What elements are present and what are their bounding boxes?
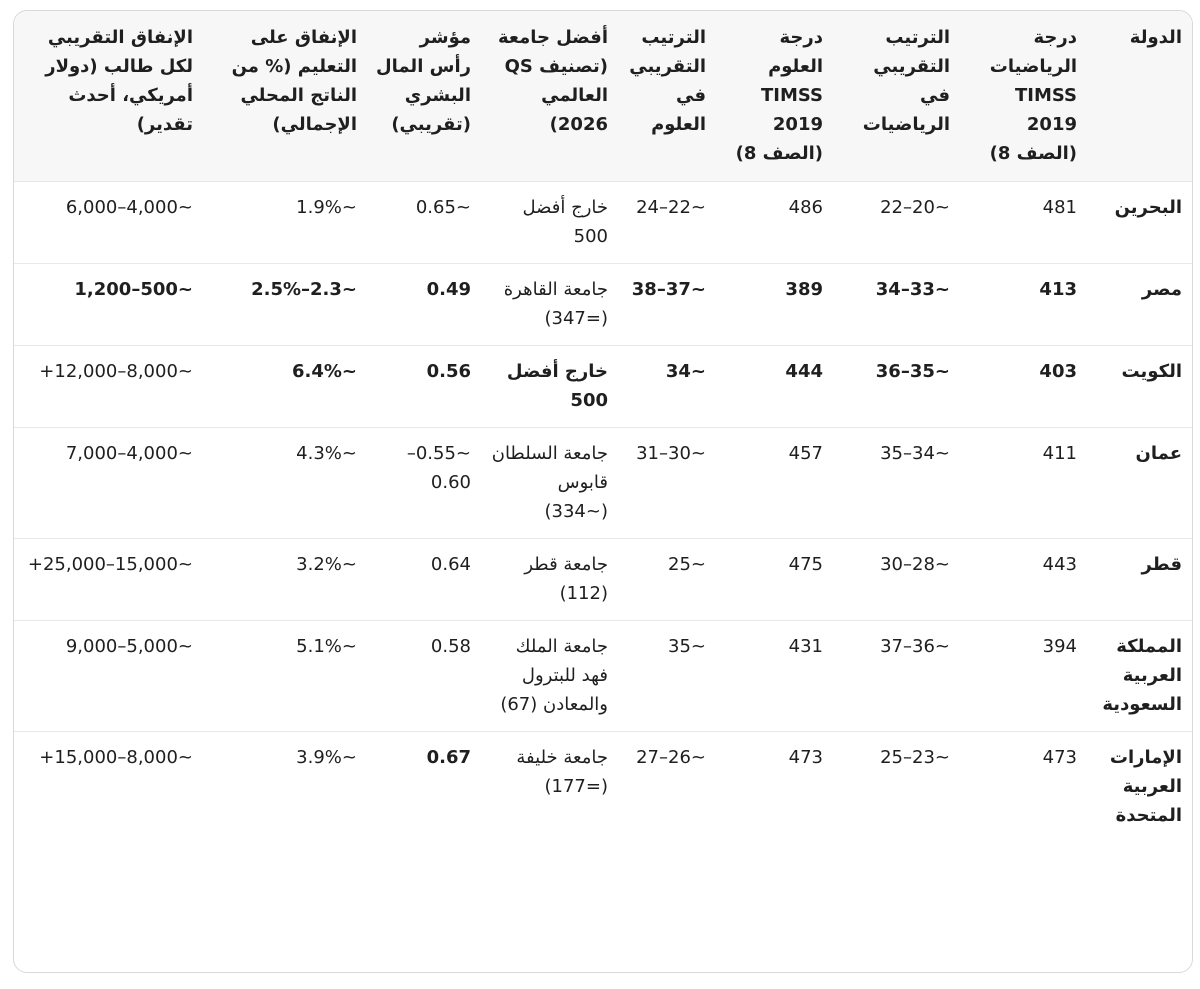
table-row xyxy=(14,264,1192,346)
cell-math-rank: ~23–25 xyxy=(833,732,960,843)
cell-science-rank: ~22–24 xyxy=(618,182,716,264)
cell-math-score: 394 xyxy=(960,621,1087,732)
header-edu-spending: الإنفاق على التعليم (% من الناتج المحلي الإجمالي) xyxy=(203,11,367,182)
cell-per-student: ~8,000–15,000+ xyxy=(14,732,203,843)
cell-hci: 0.64 xyxy=(367,539,481,621)
header-university: أفضل جامعة (تصنيف QS العالمي 2026) xyxy=(481,11,618,182)
cell-science-score: 486 xyxy=(716,182,833,264)
cell-country: قطر xyxy=(1087,539,1192,621)
cell-science-rank: ~35 xyxy=(618,621,716,732)
cell-per-student: ~5,000–9,000 xyxy=(14,621,203,732)
cell-science-rank: ~30–31 xyxy=(618,428,716,539)
cell-science-rank: ~34 xyxy=(618,346,716,428)
cell-edu-spending: ~6.4% xyxy=(203,346,367,428)
header-per-student: الإنفاق التقريبي لكل طالب (دولار أمريكي، أحدث تقدير) xyxy=(14,11,203,182)
cell-science-score: 475 xyxy=(716,539,833,621)
cell-edu-spending: ~1.9% xyxy=(203,182,367,264)
cell-university: جامعة السلطان قابوس (~334) xyxy=(481,428,618,539)
table-row xyxy=(14,732,1192,843)
header-country: الدولة xyxy=(1087,11,1192,182)
cell-math-rank: ~35–36 xyxy=(833,346,960,428)
cell-country: مصر xyxy=(1087,264,1192,346)
cell-science-rank: ~26–27 xyxy=(618,732,716,843)
table-header-row xyxy=(14,11,1192,182)
education-comparison-table xyxy=(14,11,1192,842)
cell-hci: ~0.65 xyxy=(367,182,481,264)
cell-country: عمان xyxy=(1087,428,1192,539)
table-row xyxy=(14,539,1192,621)
cell-science-rank: ~37–38 xyxy=(618,264,716,346)
cell-university: جامعة قطر (112) xyxy=(481,539,618,621)
cell-science-score: 473 xyxy=(716,732,833,843)
cell-edu-spending: ~2.3–2.5% xyxy=(203,264,367,346)
cell-science-score: 389 xyxy=(716,264,833,346)
cell-per-student: ~4,000–7,000 xyxy=(14,428,203,539)
cell-per-student: ~500–1,200 xyxy=(14,264,203,346)
cell-hci: ~0.55–0.60 xyxy=(367,428,481,539)
header-hci: مؤشر رأس المال البشري (تقريبي) xyxy=(367,11,481,182)
table-row xyxy=(14,346,1192,428)
cell-country: المملكة العربية السعودية xyxy=(1087,621,1192,732)
cell-science-score: 431 xyxy=(716,621,833,732)
cell-country: البحرين xyxy=(1087,182,1192,264)
cell-math-rank: ~34–35 xyxy=(833,428,960,539)
cell-country: الكويت xyxy=(1087,346,1192,428)
cell-university: جامعة خليفة (=177) xyxy=(481,732,618,843)
cell-per-student: ~4,000–6,000 xyxy=(14,182,203,264)
cell-math-rank: ~28–30 xyxy=(833,539,960,621)
cell-hci: 0.58 xyxy=(367,621,481,732)
header-science-score: درجة العلوم TIMSS 2019 (الصف 8) xyxy=(716,11,833,182)
cell-country: الإمارات العربية المتحدة xyxy=(1087,732,1192,843)
cell-math-score: 481 xyxy=(960,182,1087,264)
cell-edu-spending: ~5.1% xyxy=(203,621,367,732)
header-math-score: درجة الرياضيات TIMSS 2019 (الصف 8) xyxy=(960,11,1087,182)
cell-university: جامعة القاهرة (=347) xyxy=(481,264,618,346)
cell-edu-spending: ~4.3% xyxy=(203,428,367,539)
table-row xyxy=(14,621,1192,732)
cell-math-score: 411 xyxy=(960,428,1087,539)
cell-edu-spending: ~3.9% xyxy=(203,732,367,843)
table-row xyxy=(14,428,1192,539)
cell-math-score: 443 xyxy=(960,539,1087,621)
cell-edu-spending: ~3.2% xyxy=(203,539,367,621)
cell-math-score: 473 xyxy=(960,732,1087,843)
cell-per-student: ~8,000–12,000+ xyxy=(14,346,203,428)
cell-math-rank: ~33–34 xyxy=(833,264,960,346)
cell-hci: 0.56 xyxy=(367,346,481,428)
header-math-rank: الترتيب التقريبي في الرياضيات xyxy=(833,11,960,182)
cell-university: جامعة الملك فهد للبترول والمعادن (67) xyxy=(481,621,618,732)
header-science-rank: الترتيب التقريبي في العلوم xyxy=(618,11,716,182)
comparison-table-card xyxy=(13,10,1193,973)
cell-per-student: ~15,000–25,000+ xyxy=(14,539,203,621)
cell-hci: 0.49 xyxy=(367,264,481,346)
cell-science-score: 457 xyxy=(716,428,833,539)
table-row xyxy=(14,182,1192,264)
cell-science-rank: ~25 xyxy=(618,539,716,621)
cell-math-rank: ~36–37 xyxy=(833,621,960,732)
cell-university: خارج أفضل 500 xyxy=(481,182,618,264)
cell-hci: 0.67 xyxy=(367,732,481,843)
cell-science-score: 444 xyxy=(716,346,833,428)
cell-university: خارج أفضل 500 xyxy=(481,346,618,428)
cell-math-score: 413 xyxy=(960,264,1087,346)
cell-math-score: 403 xyxy=(960,346,1087,428)
cell-math-rank: ~20–22 xyxy=(833,182,960,264)
